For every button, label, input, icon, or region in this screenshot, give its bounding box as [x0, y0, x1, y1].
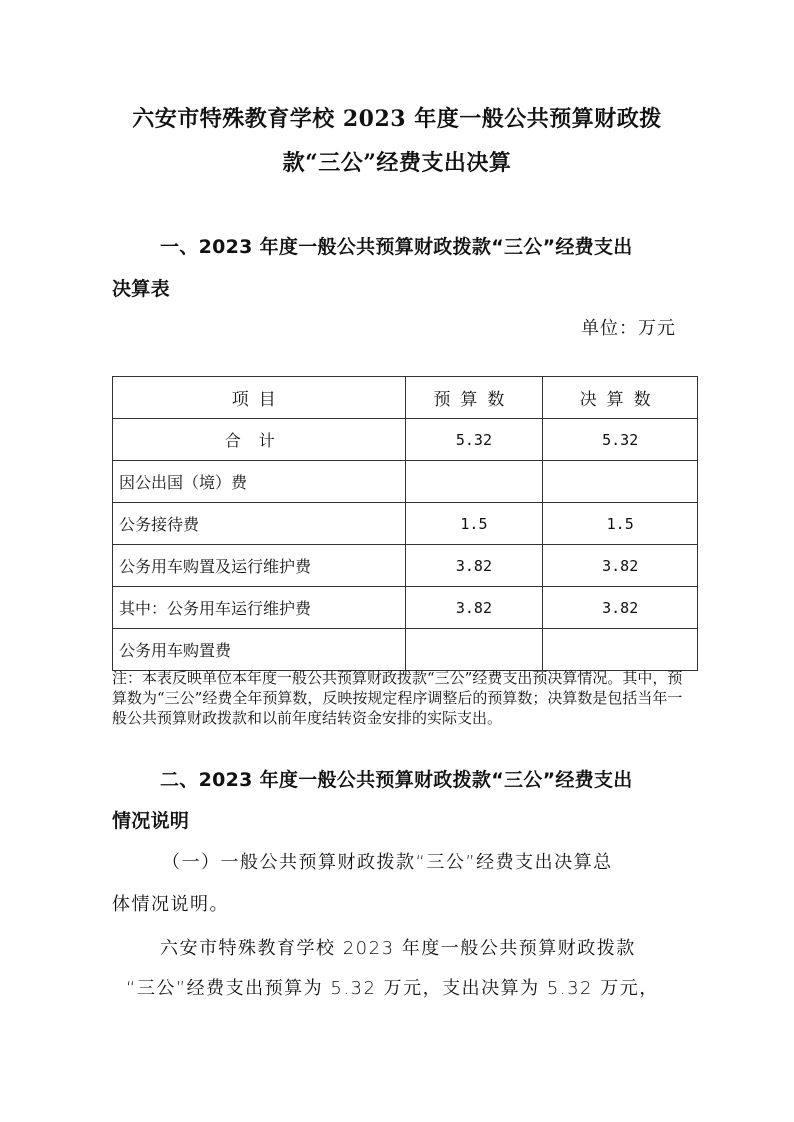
row-item: 公务用车购置费 — [113, 629, 406, 671]
table-note: 注：本表反映单位本年度一般公共预算财政拨款“三公”经费支出预决算情况。其中，预算数为“三公”经费全年预算数，反映按规定程序调整后的预算数；决算数是包括当年一般公共预算财政拨款和以前年度结转资金安排的实际支出。 — [112, 669, 683, 727]
row-budget: 5.32 — [405, 419, 543, 461]
section1-heading-line1: 一、2023 年度一般公共预算财政拨款“三公”经费支出 — [160, 236, 633, 258]
subsection1-heading-line1: （一）一般公共预算财政拨款“三公”经费支出决算总 — [162, 852, 613, 873]
row-budget — [405, 629, 543, 671]
section2-heading-line2: 情况说明 — [112, 810, 190, 832]
row-actual: 3.82 — [543, 545, 698, 587]
table-row — [113, 419, 698, 461]
row-budget — [405, 461, 543, 503]
section1-heading-line2: 决算表 — [112, 278, 170, 300]
row-item: 公务接待费 — [113, 503, 406, 545]
row-actual: 5.32 — [543, 419, 698, 461]
header-actual: 决算数 — [543, 377, 698, 419]
document-title-line2: 款“三公”经费支出决算 — [282, 150, 512, 176]
table-row — [113, 629, 698, 671]
row-actual: 1.5 — [543, 503, 698, 545]
header-item: 项目 — [113, 377, 406, 419]
table-row — [113, 545, 698, 587]
row-item: 其中：公务用车运行维护费 — [113, 587, 406, 629]
row-item-total: 合计 — [113, 419, 406, 461]
three-public-expenses-table — [112, 376, 698, 671]
paragraph1-line2: “三公”经费支出预算为 5.32 万元，支出决算为 5.32 万元， — [126, 978, 659, 999]
row-budget: 3.82 — [405, 587, 543, 629]
row-actual — [543, 629, 698, 671]
table-row — [113, 587, 698, 629]
subsection1-heading-line2: 体情况说明。 — [112, 894, 229, 915]
section2-heading-line1: 二、2023 年度一般公共预算财政拨款“三公”经费支出 — [160, 769, 633, 791]
document-title-line1: 六安市特殊教育学校 2023 年度一般公共预算财政拨 — [132, 106, 662, 132]
row-actual: 3.82 — [543, 587, 698, 629]
row-item: 因公出国（境）费 — [113, 461, 406, 503]
unit-label: 单位：万元 — [581, 318, 676, 339]
row-budget: 3.82 — [405, 545, 543, 587]
row-budget: 1.5 — [405, 503, 543, 545]
header-budget: 预算数 — [405, 377, 543, 419]
paragraph1-line1: 六安市特殊教育学校 2023 年度一般公共预算财政拨款 — [160, 938, 636, 959]
row-item: 公务用车购置及运行维护费 — [113, 545, 406, 587]
table-row — [113, 461, 698, 503]
row-actual — [543, 461, 698, 503]
table-row — [113, 503, 698, 545]
table-header-row — [113, 377, 698, 419]
